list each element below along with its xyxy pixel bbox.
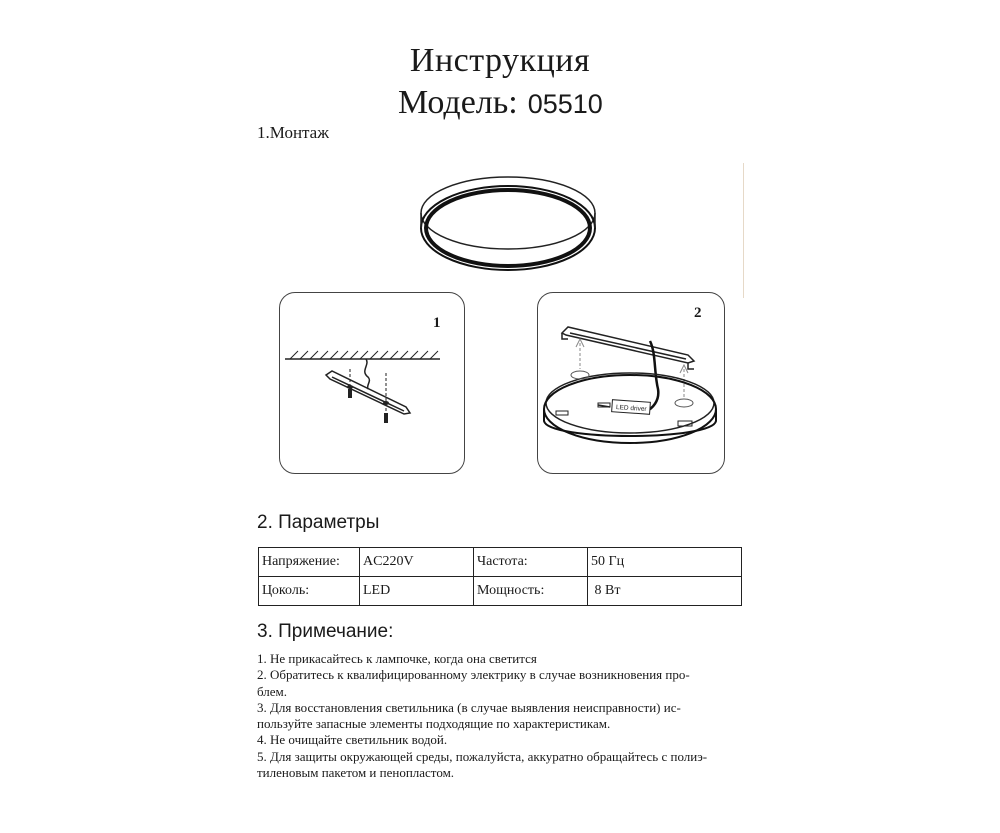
- base-value: LED: [360, 577, 474, 606]
- model-label: Модель:: [398, 84, 518, 121]
- step-1-number: 1: [433, 315, 441, 331]
- model-number: 05510: [527, 89, 603, 119]
- lamp-attachment-drawing: [538, 293, 724, 473]
- base-label: Цоколь:: [259, 577, 360, 606]
- section-parameters-heading: 2. Параметры: [257, 512, 380, 533]
- divider-line: [743, 163, 744, 298]
- note-line: 2. Обратитесь к квалифицированному электрику в случае возникновения про-: [257, 667, 690, 683]
- table-row: [259, 548, 742, 577]
- notes-list: [257, 651, 747, 781]
- mounting-step-2-panel: [537, 292, 725, 474]
- note-line: 4. Не очищайте светильник водой.: [257, 732, 448, 748]
- ceiling-lamp-illustration: [415, 168, 605, 280]
- note-line: блем.: [257, 683, 288, 699]
- section-notes-heading: 3. Примечание:: [257, 621, 394, 642]
- power-value: 8 Вт: [588, 577, 742, 606]
- section-mounting-heading: 1.Монтаж: [257, 123, 329, 142]
- model-line: [398, 84, 603, 122]
- note-line: 3. Для восстановления светильника (в случае выявления неисправности) ис-: [257, 699, 681, 715]
- step-2-number: 2: [694, 305, 702, 321]
- frequency-label: Частота:: [474, 548, 588, 577]
- note-line: 1. Не прикасайтесь к лампочке, когда она светится: [257, 651, 537, 666]
- note-line: пользуйте запасные элементы подходящие по характеристикам.: [257, 716, 611, 732]
- frequency-value: 50 Гц: [588, 548, 742, 577]
- note-line: тиленовым пакетом и пенопластом.: [257, 765, 455, 781]
- power-label: Мощность:: [474, 577, 588, 606]
- document-title: Инструкция: [409, 42, 591, 79]
- voltage-label: Напряжение:: [259, 548, 360, 577]
- table-row: [259, 577, 742, 606]
- led-driver-label: LED driver: [615, 403, 647, 414]
- bracket-mounting-drawing: [280, 293, 464, 473]
- voltage-value: AC220V: [360, 548, 474, 577]
- note-line: 5. Для защиты окружающей среды, пожалуйста, аккуратно обращайтесь с полиэ-: [257, 748, 708, 764]
- mounting-step-1-panel: [279, 292, 465, 474]
- parameters-table: [258, 547, 742, 606]
